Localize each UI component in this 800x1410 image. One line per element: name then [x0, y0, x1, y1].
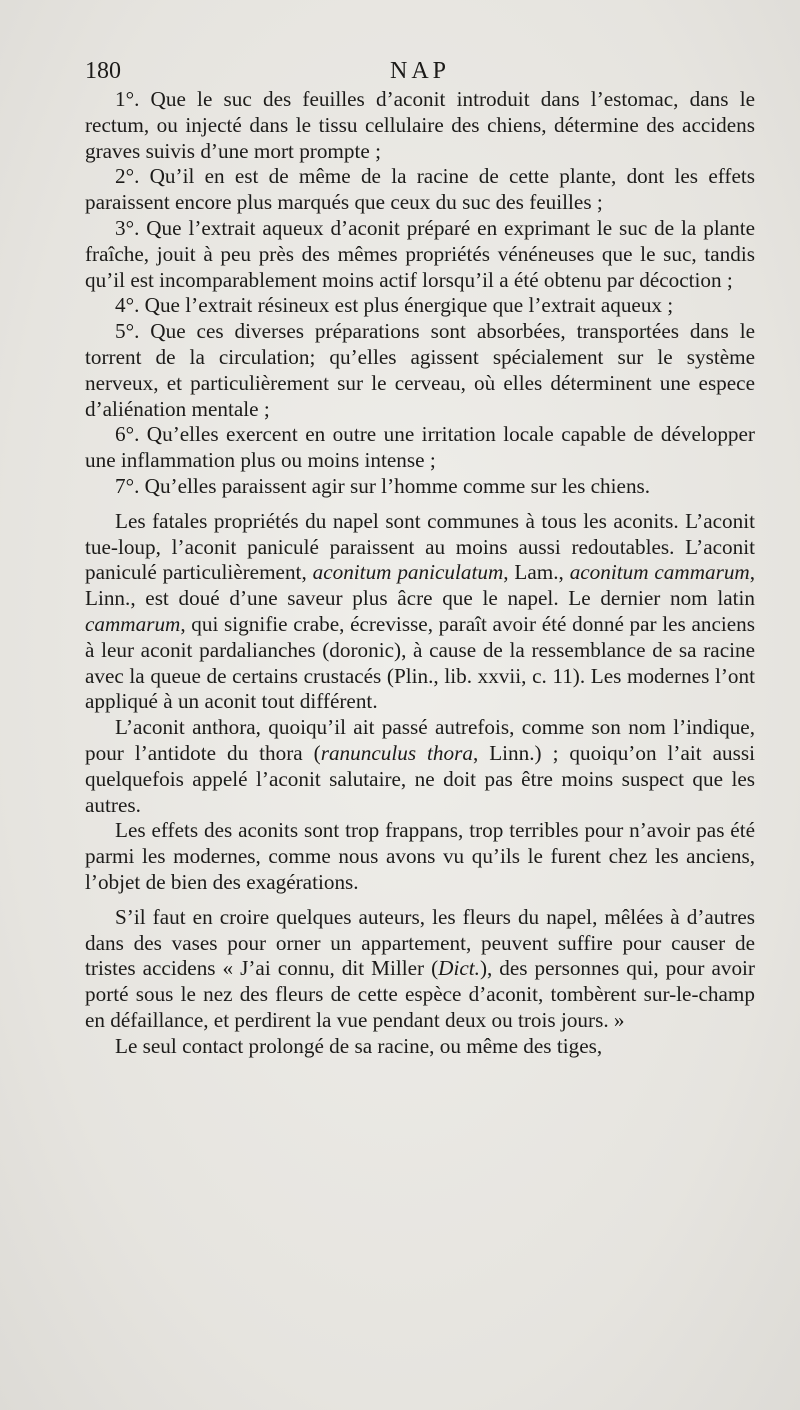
paragraph-contact: Le seul contact prolongé de sa racine, ou même des tiges,	[115, 1033, 603, 1058]
paragraph-miller	[85, 905, 755, 1034]
page-number: 180	[85, 58, 121, 84]
body-text	[85, 87, 755, 1059]
text-run: , Lam.,	[503, 560, 570, 585]
page-header	[85, 58, 755, 90]
text-run: Les fatales propriétés du napel sont communes à tous les aconits. L’aconit tue-loup, l’aconit paniculé paraissent au moins aussi redoutables. L’aconit paniculé particulièrement,	[85, 508, 755, 585]
italic-term: aconitum cammarum	[569, 560, 750, 585]
text-run: , Linn., est doué d’une saveur plus âcre que le napel. Le dernier nom latin	[85, 560, 756, 611]
text-run: L’aconit anthora, quoiqu’il ait passé autrefois, comme son nom l’indique, pour l’antidote du thora (	[85, 715, 755, 765]
text-run: , Linn.) ; quoiqu’on l’ait aussi quelquefois appelé l’aconit salutaire, ne doit pas être moins suspect que les autres.	[85, 740, 755, 817]
italic-term: cammarum	[85, 611, 181, 636]
conclusion-1: 1°. Que le suc des feuilles d’aconit introduit dans l’estomac, dans le rectum, ou injecté dans le tissu cellulaire des chiens, détermine des accidens graves suivis d’une mort prompte ;	[85, 87, 755, 163]
paragraph-effets: Les effets des aconits sont trop frappans, trop terribles pour n’avoir pas été parmi les modernes, comme nous avons vu qu’ils le furent chez les anciens, l’objet de bien des exagérations.	[85, 818, 755, 894]
italic-term: aconitum paniculatum	[312, 560, 504, 585]
running-head: NAP	[389, 58, 450, 84]
conclusion-7: 7°. Qu’elles paraissent agir sur l’homme comme sur les chiens.	[115, 473, 651, 498]
text-run: ), des personnes qui, pour avoir porté sous le nez des fleurs de cette espèce d’aconit, tombèrent sur-le-champ en défaillance, et perdirent la vue pendant deux ou trois jours. »	[85, 956, 755, 1032]
paragraph-anthora	[85, 715, 755, 818]
conclusion-6: 6°. Qu’elles exercent en outre une irritation locale capable de développer une inflammation plus ou moins intense ;	[85, 422, 755, 473]
text-run: S’il faut en croire quelques auteurs, les fleurs du napel, mêlées à d’autres dans des vases pour orner un appartement, peuvent suffire pour causer de tristes accidens « J’ai connu, dit Miller (	[85, 904, 755, 981]
conclusion-4: 4°. Que l’extrait résineux est plus énergique que l’extrait aqueux ;	[115, 293, 674, 318]
conclusion-2: 2°. Qu’il en est de même de la racine de cette plante, dont les effets paraissent encore plus marqués que ceux du suc des feuilles ;	[85, 164, 755, 215]
conclusion-5: 5°. Que ces diverses préparations sont absorbées, transportées dans le torrent de la circulation; qu’elles agissent spécialement sur le système nerveux, et particulièrement sur le cerveau, où elles déterminent une espece d’aliénation mentale ;	[85, 319, 755, 421]
italic-term: Dict.	[438, 956, 480, 981]
conclusion-3: 3°. Que l’extrait aqueux d’aconit préparé en exprimant le suc de la plante fraîche, jouit à peu près des mêmes propriétés vénéneuses que le suc, tandis qu’il est incomparablement moins actif lorsqu’il a été obtenu par décoction ;	[85, 215, 755, 292]
text-run: , qui signifie crabe, écrevisse, paraît avoir été donné par les anciens à leur aconit pardalianches (doronic), à cause de la ressemblance de sa racine avec la queue de certains crustacés (Plin., lib. xxvii, c. 11). Les modernes l’ont appliqué à un aconit tout différent.	[85, 611, 755, 714]
paragraph-fatales	[85, 509, 755, 715]
italic-term: ranunculus thora	[320, 740, 473, 765]
